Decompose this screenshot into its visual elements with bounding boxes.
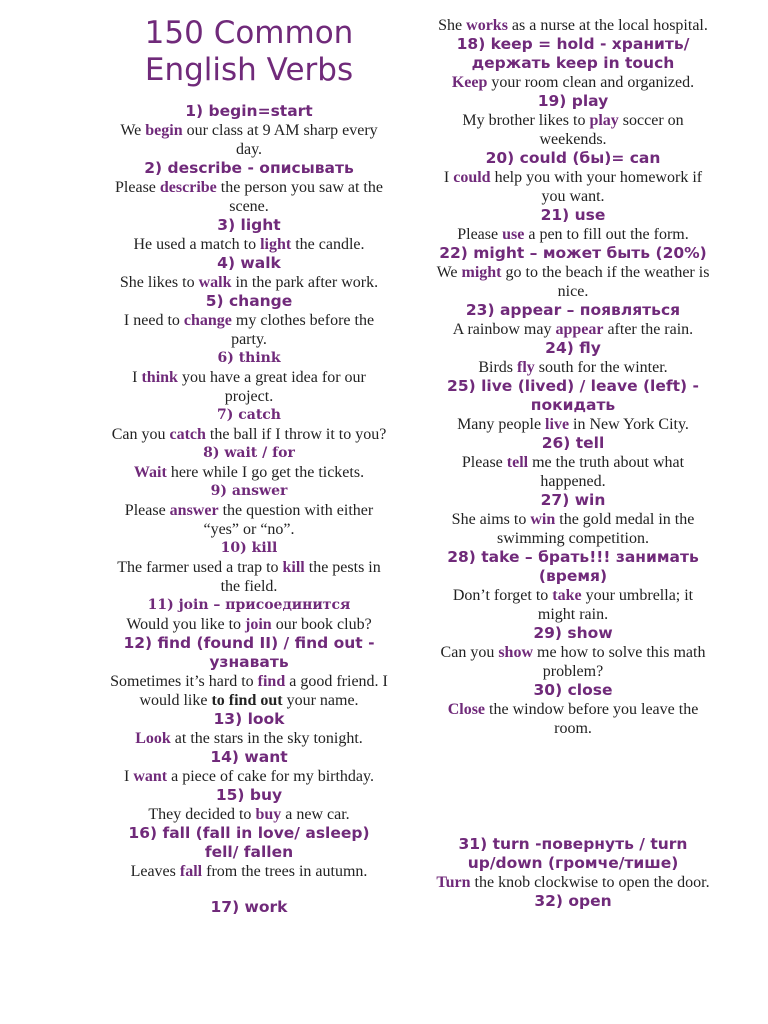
sentence-text: you have a great idea for our project. (177, 369, 366, 405)
verb-highlight: fall (179, 863, 203, 880)
sentence-text: a new car. (281, 806, 350, 823)
verb-heading: 13) look (213, 710, 285, 728)
example-sentence (110, 311, 388, 349)
verb-heading: 19) play (537, 92, 609, 110)
verb-heading: 14) want (210, 748, 288, 766)
sentence-text: She likes to (119, 274, 199, 291)
example-sentence (434, 111, 712, 149)
example-sentence (110, 273, 388, 292)
right-column (434, 16, 712, 911)
example-sentence (110, 501, 388, 539)
verb-heading: 23) appear – появляться (465, 301, 681, 319)
verb-highlight: Wait (133, 464, 167, 481)
example-sentence (434, 320, 712, 339)
sentence-text: a piece of cake for my birthday. (167, 768, 374, 785)
verb-heading: 2) describe - описывать (144, 159, 354, 177)
sentence-text: my clothes before the party. (231, 312, 375, 348)
verb-highlight: answer (169, 502, 219, 519)
verb-highlight: fly (517, 359, 535, 376)
example-sentence (110, 729, 388, 748)
verb-heading: 18) keep = hold - хранить/держать keep in touch (456, 35, 690, 72)
verb-heading: 16) fall (fall in love/ asleep) fell/ fallen (128, 824, 370, 861)
verb-heading: 15) buy (215, 786, 283, 804)
verb-highlight: catch (169, 426, 206, 443)
example-sentence (110, 235, 388, 254)
left-column (110, 0, 388, 917)
sentence-text: I (443, 169, 454, 186)
verb-highlight: play (589, 112, 619, 129)
verb-heading: 17) work (210, 898, 288, 916)
verb-highlight: could (453, 169, 491, 186)
sentence-text: a pen to fill out the form. (524, 226, 689, 243)
example-sentence (110, 615, 388, 634)
sentence-text: They decided to (148, 806, 256, 823)
verb-highlight: to find out (211, 692, 283, 709)
verb-highlight: light (260, 236, 292, 253)
verb-highlight: want (133, 768, 168, 785)
example-sentence (110, 463, 388, 482)
verb-highlight: describe (159, 179, 217, 196)
verb-heading: 5) change (205, 292, 293, 310)
verb-highlight: begin (145, 122, 183, 139)
verb-heading: 24) fly (545, 339, 601, 357)
example-sentence (434, 168, 712, 206)
sentence-text: The farmer used a trap to (117, 559, 283, 576)
sentence-text: our class at 9 AM sharp every day. (182, 122, 378, 158)
example-sentence (434, 700, 712, 738)
sentence-text: here while I go get the tickets. (166, 464, 365, 481)
sentence-text: at the stars in the sky tonight. (170, 730, 363, 747)
example-sentence (434, 73, 712, 92)
example-sentence (434, 16, 712, 35)
example-sentence (110, 425, 388, 444)
verb-highlight: Close (447, 701, 486, 718)
sentence-text: I need to (123, 312, 184, 329)
example-sentence (110, 805, 388, 824)
sentence-text: Please (124, 502, 170, 519)
verb-heading: 21) use (540, 206, 606, 224)
verb-highlight: Keep (451, 74, 488, 91)
example-sentence (434, 643, 712, 681)
verb-heading: 26) tell (541, 434, 605, 452)
sentence-text: the gold medal in the swimming competition. (497, 511, 695, 547)
verb-heading: 8) wait / for (203, 445, 295, 461)
example-sentence (110, 767, 388, 786)
sentence-text: me the truth about what happened. (528, 454, 685, 490)
verb-heading: 30) close (533, 681, 613, 699)
sentence-text: me how to solve this math problem? (533, 644, 706, 680)
sentence-text: Please (457, 226, 503, 243)
sentence-text: A rainbow may (452, 321, 556, 338)
sentence-text: go to the beach if the weather is nice. (501, 264, 710, 300)
verb-heading: 12) find (found II) / find out - узнавать (123, 634, 375, 671)
example-sentence (110, 121, 388, 159)
sentence-text: in the park after work. (231, 274, 379, 291)
sentence-text: south for the winter. (534, 359, 668, 376)
sentence-text: your umbrella; it might rain. (537, 587, 694, 623)
verb-highlight: Turn (436, 874, 471, 891)
verb-highlight: use (502, 226, 525, 243)
sentence-text: the pests in the field. (220, 559, 381, 595)
verb-highlight: tell (506, 454, 529, 471)
sentence-text: We (120, 122, 146, 139)
sentence-text: My brother likes to (462, 112, 590, 129)
verb-highlight: live (545, 416, 570, 433)
verb-heading: 3) light (217, 216, 281, 234)
example-sentence (434, 263, 712, 301)
verb-heading: 7) catch (216, 407, 281, 423)
sentence-text: Sometimes it’s hard to (110, 673, 258, 690)
sentence-text: Can you (440, 644, 499, 661)
verb-heading: 1) begin=start (185, 102, 313, 120)
example-sentence (434, 510, 712, 548)
sentence-text: from the trees in autumn. (202, 863, 368, 880)
sentence-text: Would you like to (126, 616, 246, 633)
sentence-text: I (132, 369, 142, 386)
sentence-text: I (124, 768, 134, 785)
sentence-text: We (436, 264, 462, 281)
sentence-text: in New York City. (569, 416, 689, 433)
verb-highlight: win (530, 511, 556, 528)
example-sentence (434, 873, 712, 892)
sentence-text: Leaves (130, 863, 180, 880)
sentence-text: your name. (282, 692, 359, 709)
verb-heading: 31) turn -повернуть / turn up/down (громче/тише) (458, 835, 688, 872)
verb-list-right (434, 35, 712, 738)
example-sentence (434, 453, 712, 491)
verb-list-left (110, 102, 388, 881)
example-sentence (110, 862, 388, 881)
verb-heading: 9) answer (210, 483, 288, 499)
sentence-text: a good friend. I would like (139, 673, 388, 709)
sentence-text: after the rain. (603, 321, 694, 338)
example-sentence (434, 225, 712, 244)
sentence-text: Please (115, 179, 160, 196)
verb-highlight: find (257, 673, 286, 690)
example-sentence (110, 178, 388, 216)
verb-heading: 32) open (534, 892, 612, 910)
verb-heading: 27) win (540, 491, 606, 509)
verb-highlight: join (245, 616, 272, 633)
sentence-text: the question with either “yes” or “no”. (203, 502, 374, 538)
verb-highlight: show (498, 644, 534, 661)
verb-heading: 25) live (lived) / leave (left) - покидать (447, 377, 699, 414)
sentence-text: She aims to (451, 511, 531, 528)
sentence-text: our book club? (271, 616, 372, 633)
verb-heading: 10) kill (220, 540, 278, 556)
verb-highlight: works (466, 17, 508, 34)
sentence-text: Can you (111, 426, 170, 443)
verb-heading: 20) could (бы)= can (485, 149, 661, 167)
verb-heading: 6) think (217, 350, 281, 366)
verb-heading: 22) might – может быть (20%) (439, 244, 707, 262)
sentence-text: Please (461, 454, 507, 471)
example-sentence (110, 672, 388, 710)
verb-highlight: think (141, 369, 178, 386)
sentence-text: the knob clockwise to open the door. (470, 874, 710, 891)
sentence-text: Many people (457, 416, 546, 433)
example-sentence (434, 358, 712, 377)
sentence-text: the person you saw at the scene. (216, 179, 383, 215)
sentence-text: soccer on weekends. (539, 112, 684, 148)
sentence-text: Don’t forget to (452, 587, 553, 604)
sentence-text: He used a match to (133, 236, 261, 253)
verb-heading: 29) show (533, 624, 613, 642)
verb-heading: 11) join – присоединится (147, 597, 351, 613)
verb-highlight: appear (555, 321, 604, 338)
sentence-text: your room clean and organized. (487, 74, 695, 91)
verb-highlight: might (461, 264, 502, 281)
example-sentence (434, 586, 712, 624)
sentence-text: She (438, 17, 467, 34)
page-title: 150 Common English Verbs (144, 15, 354, 88)
sentence-text: help you with your homework if you want. (490, 169, 703, 205)
verb-highlight: buy (255, 806, 282, 823)
verb-highlight: change (183, 312, 232, 329)
verb-highlight: take (552, 587, 582, 604)
verb-highlight: Look (135, 730, 171, 747)
verb-highlight: walk (198, 274, 232, 291)
sentence-text: the window before you leave the room. (485, 701, 699, 737)
example-sentence (110, 558, 388, 596)
verb-heading: 28) take – брать!!! занимать (время) (447, 548, 699, 585)
sentence-text: Birds (478, 359, 517, 376)
verb-heading: 4) walk (217, 254, 281, 272)
sentence-text: as a nurse at the local hospital. (507, 17, 708, 34)
sentence-text: the candle. (291, 236, 365, 253)
sentence-text: the ball if I throw it to you? (205, 426, 387, 443)
verb-highlight: kill (282, 559, 305, 576)
example-sentence (434, 415, 712, 434)
example-sentence (110, 368, 388, 406)
verb-list-right-bottom (434, 835, 712, 892)
